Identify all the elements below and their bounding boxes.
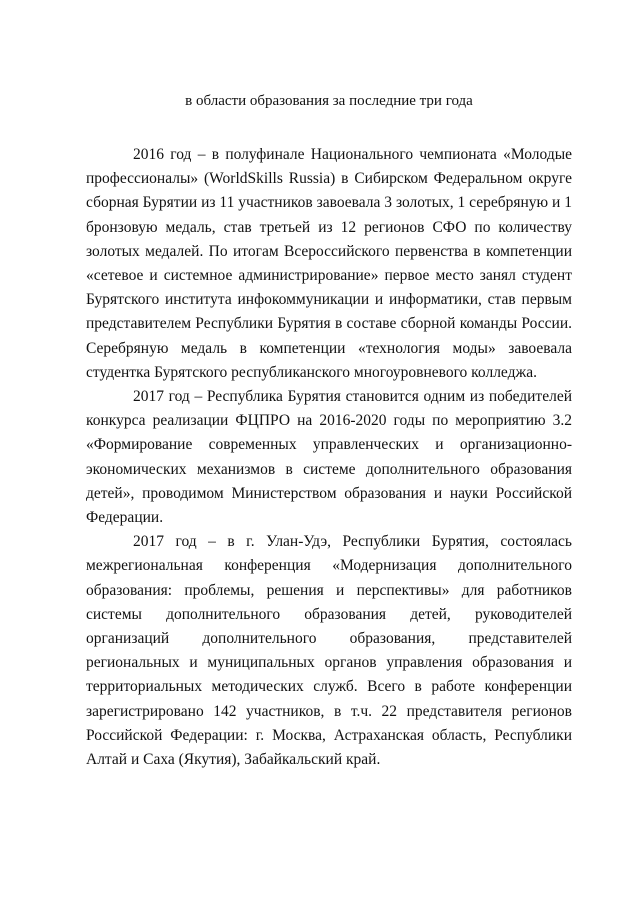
paragraph-2017-fcpro: 2017 год – Республика Бурятия становится одним из победителей конкурса реализации ФЦПРО на 2016-2020 годы по мероприятию 3.2 «Формирование современных управленческих и организационно-экономических механизмов в системе дополнительного образования детей», проводимом Министерством образования и науки Российской Федерации. <box>86 388 572 527</box>
section-heading: в области образования за последние три года <box>185 93 473 109</box>
document-body <box>86 143 572 772</box>
paragraph-2017-conference: 2017 год – в г. Улан-Удэ, Республики Бурятия, состоялась межрегиональная конференция «Модернизация дополнительного образования: проблемы, решения и перспективы» для работников системы дополнительного образования детей, руководителей организаций дополнительного образования, представителей региональных и муниципальных органов управления образования и территориальных методических служб. Всего в работе конференции зарегистрировано 142 участников, в т.ч. 22 представителя регионов Российской Федерации: г. Москва, Астраханская область, Республики Алтай и Саха (Якутия), Забайкальский край. <box>86 533 572 769</box>
paragraph-2016: 2016 год – в полуфинале Национального чемпионата «Молодые профессионалы» (WorldSkills Russia) в Сибирском Федеральном округе сборная Бурятии из 11 участников завоевала 3 золотых, 1 серебряную и 1 бронзовую медаль, став третьей из 12 регионов СФО по количеству золотых медалей. По итогам Всероссийского первенства в компетенции «сетевое и системное администрирование» первое место занял студент Бурятского института инфокоммуникации и информатики, став первым представителем Республики Бурятия в составе сборной команды России. Серебряную медаль в компетенции «технология моды» завоевала студентка Бурятского республиканского многоуровневого колледжа. <box>86 146 572 381</box>
